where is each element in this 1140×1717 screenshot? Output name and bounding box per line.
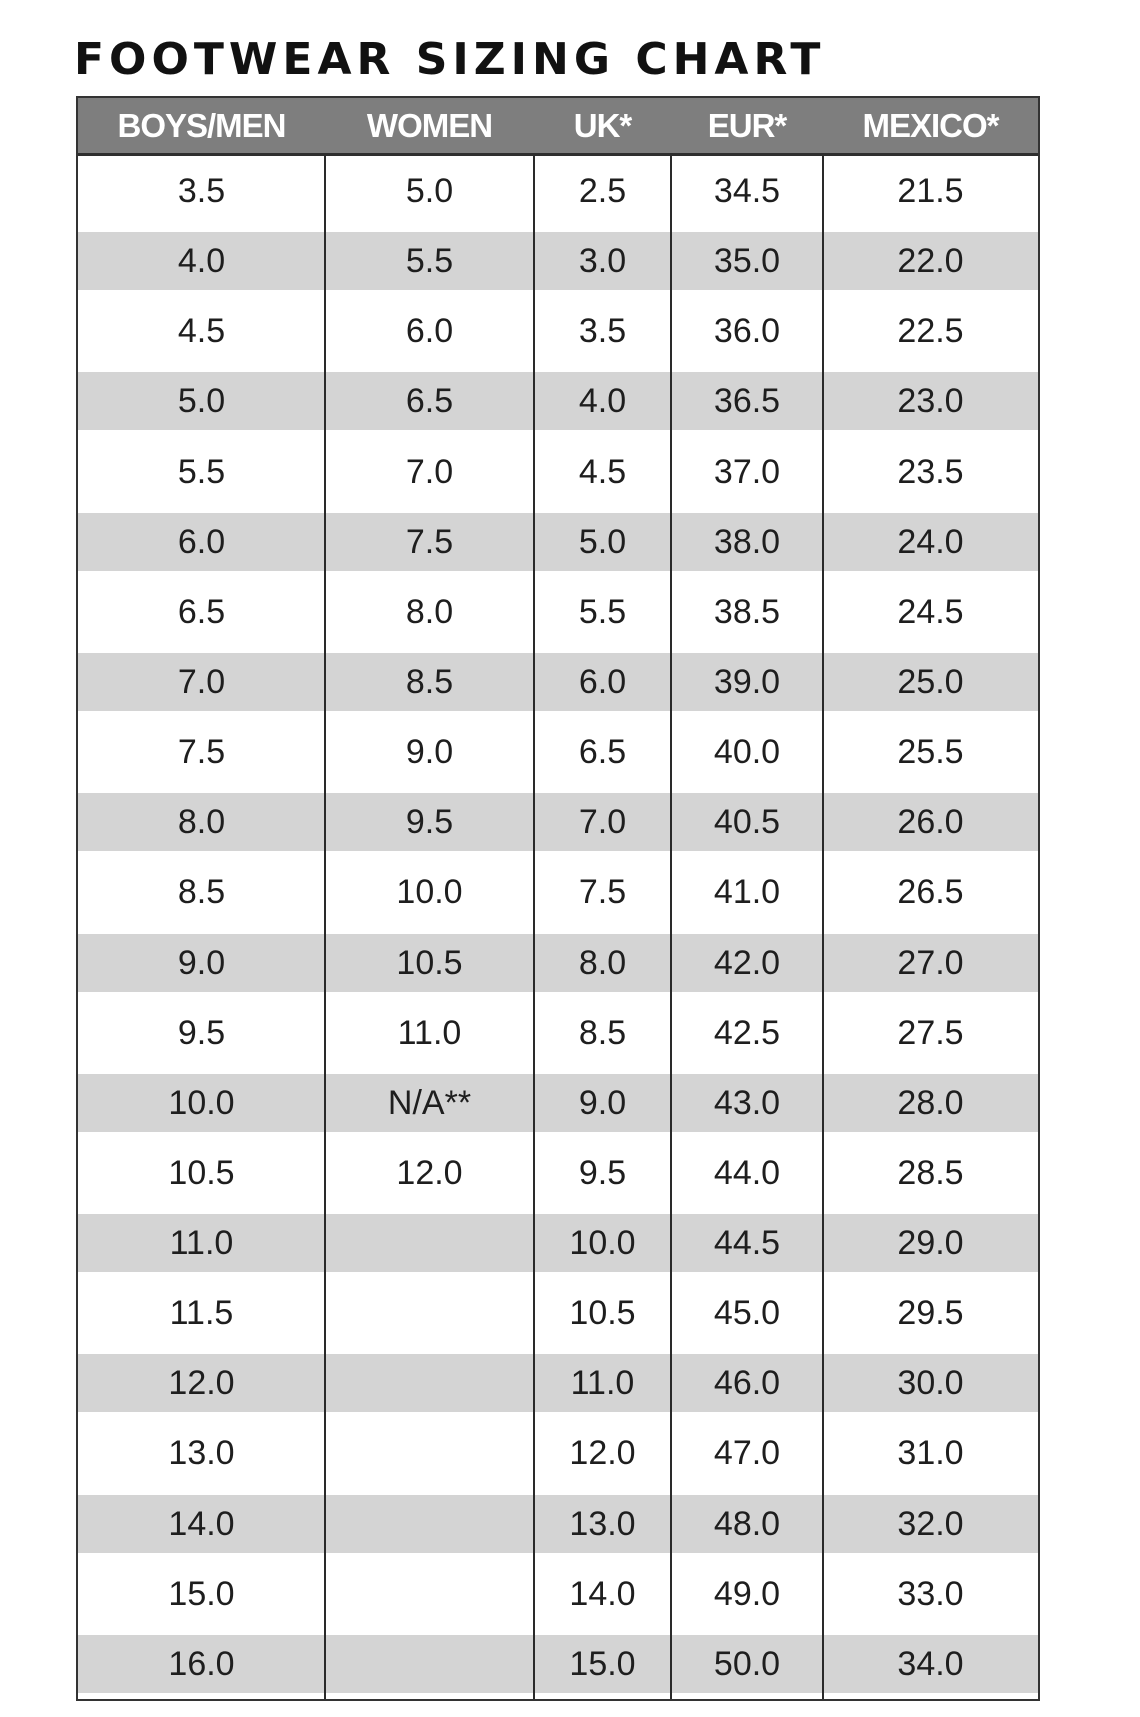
cell-eur: 44.5 [713,1224,781,1263]
cell-uk: 2.5 [578,172,627,210]
cell-mexico: 29.0 [897,1224,964,1263]
cell-eur: 36.5 [713,382,781,421]
cell-mexico: 22.5 [897,312,964,351]
cell-mexico: 26.0 [897,803,964,842]
table-row [78,156,1038,226]
cell-women [325,1348,534,1418]
table-row [78,857,1038,927]
cell-uk: 14.0 [569,1574,636,1613]
column-header-boys-men: BOYS/MEN [117,107,286,144]
table-row [78,928,1038,998]
table-row [78,366,1038,436]
table-row [78,787,1038,857]
table-row [78,437,1038,507]
cell-eur: 34.5 [713,172,781,210]
cell-uk: 4.5 [578,452,627,491]
cell-mexico: 23.5 [897,452,964,491]
cell-mexico: 22.0 [897,242,964,281]
cell-boys-men: 8.0 [177,803,226,842]
cell-uk: 8.5 [578,1013,627,1052]
cell-boys-men: 11.0 [169,1224,234,1263]
cell-uk: 12.0 [569,1434,636,1473]
cell-women: 7.5 [405,522,454,561]
sizing-table [76,96,1040,1701]
cell-women: 10.5 [396,943,463,982]
cell-women: N/A** [387,1083,472,1122]
cell-mexico: 23.0 [897,382,964,421]
cell-women [325,1208,534,1278]
table-row [78,577,1038,647]
cell-women [325,1629,534,1699]
cell-boys-men: 15.0 [168,1574,235,1613]
cell-women: 6.5 [405,382,454,421]
cell-mexico: 29.5 [897,1294,964,1333]
cell-women [325,1418,534,1488]
cell-eur: 35.0 [713,242,781,281]
cell-women [325,1489,534,1559]
cell-boys-men: 6.5 [177,592,226,631]
cell-boys-men: 14.0 [168,1504,235,1543]
cell-uk: 6.5 [578,733,627,772]
cell-boys-men: 3.5 [177,172,226,210]
cell-uk: 15.0 [569,1644,636,1683]
table-row [78,507,1038,577]
table-row [78,1348,1038,1418]
cell-women: 9.0 [405,733,454,772]
cell-women: 9.5 [405,803,454,842]
table-row [78,1629,1038,1699]
cell-boys-men: 10.5 [168,1153,235,1192]
table-row [78,1559,1038,1629]
cell-mexico: 28.5 [897,1153,964,1192]
cell-mexico: 32.0 [897,1504,964,1543]
cell-eur: 49.0 [713,1574,781,1613]
cell-eur: 48.0 [713,1504,781,1543]
cell-boys-men: 11.5 [169,1294,234,1333]
table-row [78,1489,1038,1559]
cell-mexico: 21.5 [897,172,964,210]
cell-uk: 4.0 [578,382,627,421]
cell-women: 5.5 [405,242,454,281]
cell-eur: 44.0 [713,1153,781,1192]
cell-women: 8.5 [405,662,454,701]
column-header-eur: EUR* [707,107,787,144]
cell-mexico: 25.5 [897,733,964,772]
cell-eur: 40.5 [713,803,781,842]
cell-women: 11.0 [397,1013,462,1052]
table-row [78,1208,1038,1278]
cell-mexico: 33.0 [897,1574,964,1613]
cell-uk: 10.5 [569,1294,636,1333]
column-divider [822,156,824,1699]
cell-boys-men: 5.5 [177,452,226,491]
column-divider [670,156,672,1699]
cell-women: 12.0 [396,1153,463,1192]
cell-mexico: 27.5 [897,1013,964,1052]
column-header-mexico: MEXICO* [862,107,999,144]
cell-mexico: 34.0 [897,1644,964,1683]
cell-uk: 7.0 [578,803,627,842]
cell-boys-men: 7.5 [177,733,226,772]
table-row [78,296,1038,366]
cell-mexico: 24.5 [897,592,964,631]
table-body [78,156,1038,1699]
table-row [78,1278,1038,1348]
cell-boys-men: 5.0 [177,382,226,421]
cell-uk: 10.0 [569,1224,636,1263]
table-row [78,1418,1038,1488]
cell-women: 7.0 [405,452,454,491]
table-header [78,98,1038,156]
cell-boys-men: 13.0 [168,1434,235,1473]
cell-uk: 5.5 [578,592,627,631]
cell-uk: 9.0 [578,1083,627,1122]
cell-eur: 38.5 [713,592,781,631]
cell-women [325,1559,534,1629]
table-row [78,1068,1038,1138]
table-row [78,647,1038,717]
cell-boys-men: 10.0 [168,1083,235,1122]
cell-eur: 40.0 [713,733,781,772]
table-row [78,998,1038,1068]
cell-uk: 5.0 [578,522,627,561]
cell-mexico: 25.0 [897,662,964,701]
cell-eur: 46.0 [713,1364,781,1403]
table-row [78,717,1038,787]
column-header-uk: UK* [573,107,632,144]
cell-women: 6.0 [405,312,454,351]
table-row [78,226,1038,296]
cell-uk: 6.0 [578,662,627,701]
cell-uk: 13.0 [569,1504,636,1543]
cell-boys-men: 6.0 [177,522,226,561]
cell-boys-men: 9.5 [177,1013,226,1052]
column-divider [533,156,535,1699]
cell-boys-men: 4.0 [177,242,226,281]
cell-eur: 42.5 [713,1013,781,1052]
cell-boys-men: 7.0 [177,662,226,701]
cell-women: 5.0 [405,172,454,210]
cell-mexico: 24.0 [897,522,964,561]
cell-eur: 38.0 [713,522,781,561]
cell-mexico: 31.0 [897,1434,964,1473]
cell-boys-men: 9.0 [177,943,226,982]
cell-eur: 37.0 [713,452,781,491]
cell-eur: 42.0 [713,943,781,982]
cell-boys-men: 12.0 [168,1364,235,1403]
cell-uk: 3.0 [578,242,627,281]
cell-mexico: 30.0 [897,1364,964,1403]
cell-eur: 36.0 [713,312,781,351]
cell-boys-men: 8.5 [177,873,226,912]
cell-uk: 7.5 [578,873,627,912]
cell-uk: 8.0 [578,943,627,982]
cell-women: 8.0 [405,592,454,631]
cell-eur: 41.0 [713,873,781,912]
cell-boys-men: 4.5 [177,312,226,351]
cell-women: 10.0 [396,873,463,912]
cell-eur: 39.0 [713,662,781,701]
cell-mexico: 28.0 [897,1083,964,1122]
cell-uk: 3.5 [578,312,627,351]
cell-women [325,1278,534,1348]
cell-boys-men: 16.0 [168,1644,235,1683]
cell-eur: 50.0 [713,1644,781,1683]
cell-mexico: 26.5 [897,873,964,912]
cell-uk: 9.5 [578,1153,627,1192]
cell-eur: 47.0 [713,1434,781,1473]
cell-eur: 43.0 [713,1083,781,1122]
column-divider [324,156,326,1699]
cell-uk: 11.0 [570,1364,635,1403]
table-row [78,1138,1038,1208]
cell-mexico: 27.0 [897,943,964,982]
cell-eur: 45.0 [713,1294,781,1333]
page-title: FOOTWEAR SIZING CHART [74,34,826,85]
column-header-women: WOMEN [366,107,493,144]
